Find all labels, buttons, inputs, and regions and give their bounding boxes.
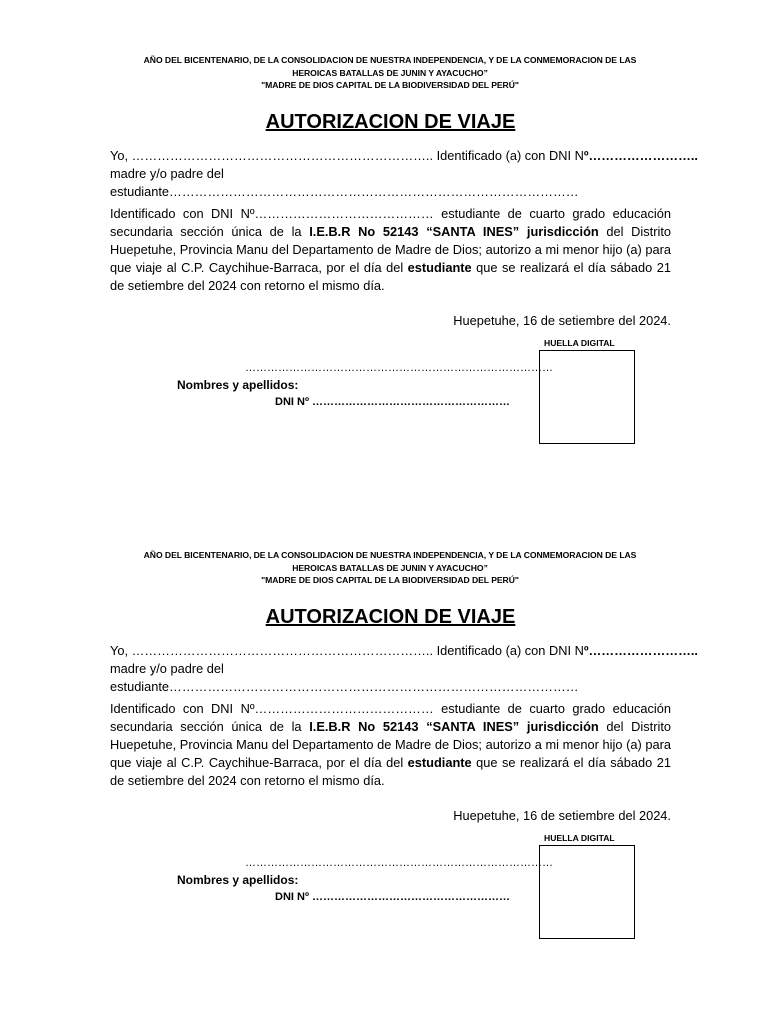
body-part-3: que se realizará el día sábado 21 de setiembre del 2024 con retorno el mismo día. [110,754,671,788]
header-line-1: AÑO DEL BICENTENARIO, DE LA CONSOLIDACION DE NUESTRA INDEPENDENCIA, Y DE LA CONMEMORACION DE LAS [143,55,637,65]
body-paragraph [110,700,671,790]
signature-line: ………………………………………………………………………… [245,361,553,374]
body-part-2: del Distrito Huepetuhe, Provincia Manu del Departamento de Madre de Dios; autorizo a mi menor hijo (a) para que viaje al C.P. Caychihue-Barraca, por el día del [110,223,671,275]
student-word: estudiante [407,259,472,275]
header-line-2: HEROICAS BATALLAS DE JUNIN Y AYACUCHO” [292,562,488,573]
signature-area [110,338,671,448]
date-line: Huepetuhe, 16 de setiembre del 2024. [453,312,671,328]
parent-line: madre y/o padre del estudiante…………………………………………………………………………………… [110,165,579,199]
school-name: I.E.B.R No 52143 “SANTA INES” jurisdicción [309,223,599,239]
header-text [90,54,690,92]
body-part-1: Identificado con DNI Nº…………………………………… estudiante de cuarto grado educación secundaria sección única de la [110,205,671,239]
yo-line [110,642,698,660]
signature-area [110,833,671,943]
fingerprint-box [539,350,635,444]
form-title: AUTORIZACION DE VIAJE [265,605,516,628]
yo-right: º…………………….. [583,642,698,658]
yo-left: Yo, …………………………………………………………….. Identificado (a) con DNI N [110,642,584,658]
names-label: Nombres y apellidos: [177,872,299,887]
header-line-3: "MADRE DE DIOS CAPITAL DE LA BIODIVERSIDAD DEL PERÚ" [261,575,519,585]
yo-left: Yo, …………………………………………………………….. Identificado (a) con DNI N [110,147,584,163]
header-line-2: HEROICAS BATALLAS DE JUNIN Y AYACUCHO” [292,67,488,78]
names-label: Nombres y apellidos: [177,377,299,392]
header-line-3: "MADRE DE DIOS CAPITAL DE LA BIODIVERSIDAD DEL PERÚ" [261,80,519,90]
fingerprint-label: HUELLA DIGITAL [544,832,615,843]
student-word: estudiante [407,754,472,770]
body-paragraph [110,205,671,295]
body-part-2: del Distrito Huepetuhe, Provincia Manu del Departamento de Madre de Dios; autorizo a mi menor hijo (a) para que viaje al C.P. Caychihue-Barraca, por el día del [110,718,671,770]
parent-line: madre y/o padre del estudiante…………………………………………………………………………………… [110,660,579,694]
dni-label: DNI Nº ……………………………………………… [275,395,511,408]
signature-line: ………………………………………………………………………… [245,856,553,869]
school-name: I.E.B.R No 52143 “SANTA INES” jurisdicción [309,718,599,734]
date-line: Huepetuhe, 16 de setiembre del 2024. [453,807,671,823]
yo-right: º…………………….. [583,147,698,163]
body-part-1: Identificado con DNI Nº…………………………………… estudiante de cuarto grado educación secundaria sección única de la [110,700,671,734]
yo-line [110,147,698,165]
authorization-form-2 [110,549,698,943]
header-line-1: AÑO DEL BICENTENARIO, DE LA CONSOLIDACION DE NUESTRA INDEPENDENCIA, Y DE LA CONMEMORACION DE LAS [143,550,637,560]
dni-label: DNI Nº ……………………………………………… [275,890,511,903]
body-part-3: que se realizará el día sábado 21 de setiembre del 2024 con retorno el mismo día. [110,259,671,293]
fingerprint-label: HUELLA DIGITAL [544,337,615,348]
form-title: AUTORIZACION DE VIAJE [265,110,516,133]
fingerprint-box [539,845,635,939]
header-text [90,549,690,587]
authorization-form-1 [110,54,698,448]
